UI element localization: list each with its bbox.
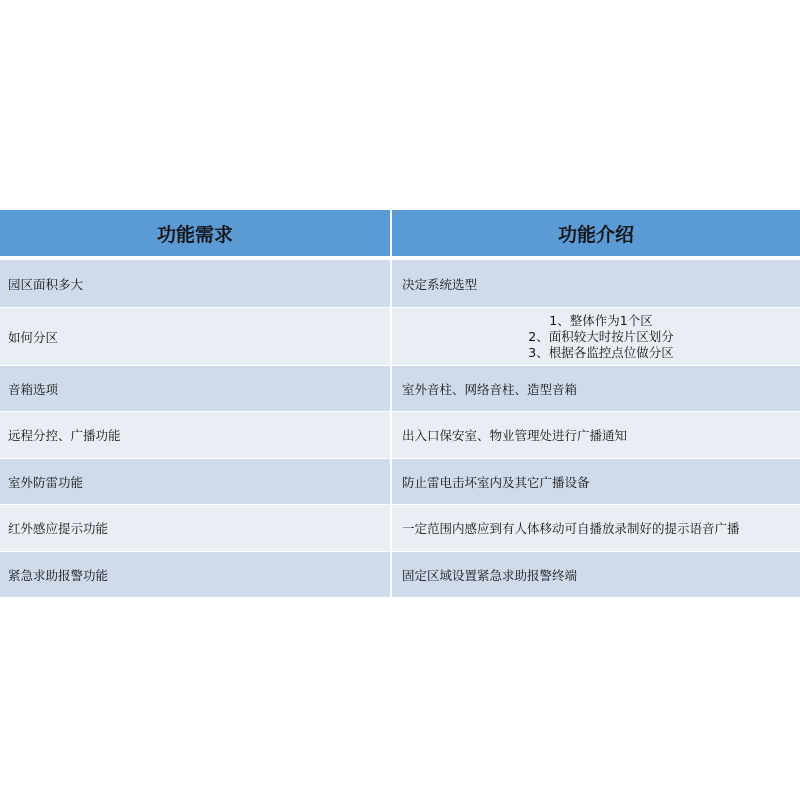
description-cell: 决定系统选型: [390, 260, 800, 307]
description-cell: 一定范围内感应到有人体移动可自播放录制好的提示语音广播: [390, 505, 800, 551]
description-line: 1、整体作为1个区: [549, 312, 653, 328]
requirement-cell: 红外感应提示功能: [8, 521, 109, 536]
table-row: [0, 307, 800, 365]
table-row: [0, 551, 800, 597]
description-line: 2、面积较大时按片区划分: [528, 328, 674, 344]
description-cell: 防止雷电击坏室内及其它广播设备: [390, 459, 800, 504]
table-row: [0, 458, 800, 504]
table-row: [0, 365, 800, 411]
requirement-cell: 紧急求助报警功能: [8, 567, 109, 583]
requirement-cell: 室外防雷功能: [8, 474, 84, 490]
requirement-cell: 远程分控、广播功能: [8, 428, 121, 443]
feature-table: [0, 210, 800, 597]
table-row: [0, 259, 800, 307]
table-header: [0, 210, 800, 256]
description-cell: [390, 308, 800, 365]
requirement-cell: 如何分区: [8, 329, 59, 345]
requirement-cell: 音箱选项: [8, 381, 59, 397]
description-cell: 出入口保安室、物业管理处进行广播通知: [390, 412, 800, 458]
description-cell: 室外音柱、网络音柱、造型音箱: [390, 366, 800, 411]
table-row: [0, 411, 800, 458]
description-line: 3、根据各监控点位做分区: [528, 344, 674, 360]
requirement-cell: 园区面积多大: [8, 276, 84, 292]
description-cell: 固定区域设置紧急求助报警终端: [390, 552, 800, 597]
header-requirement: 功能需求: [156, 223, 233, 246]
table-row: [0, 504, 800, 551]
header-description: 功能介绍: [390, 210, 800, 256]
